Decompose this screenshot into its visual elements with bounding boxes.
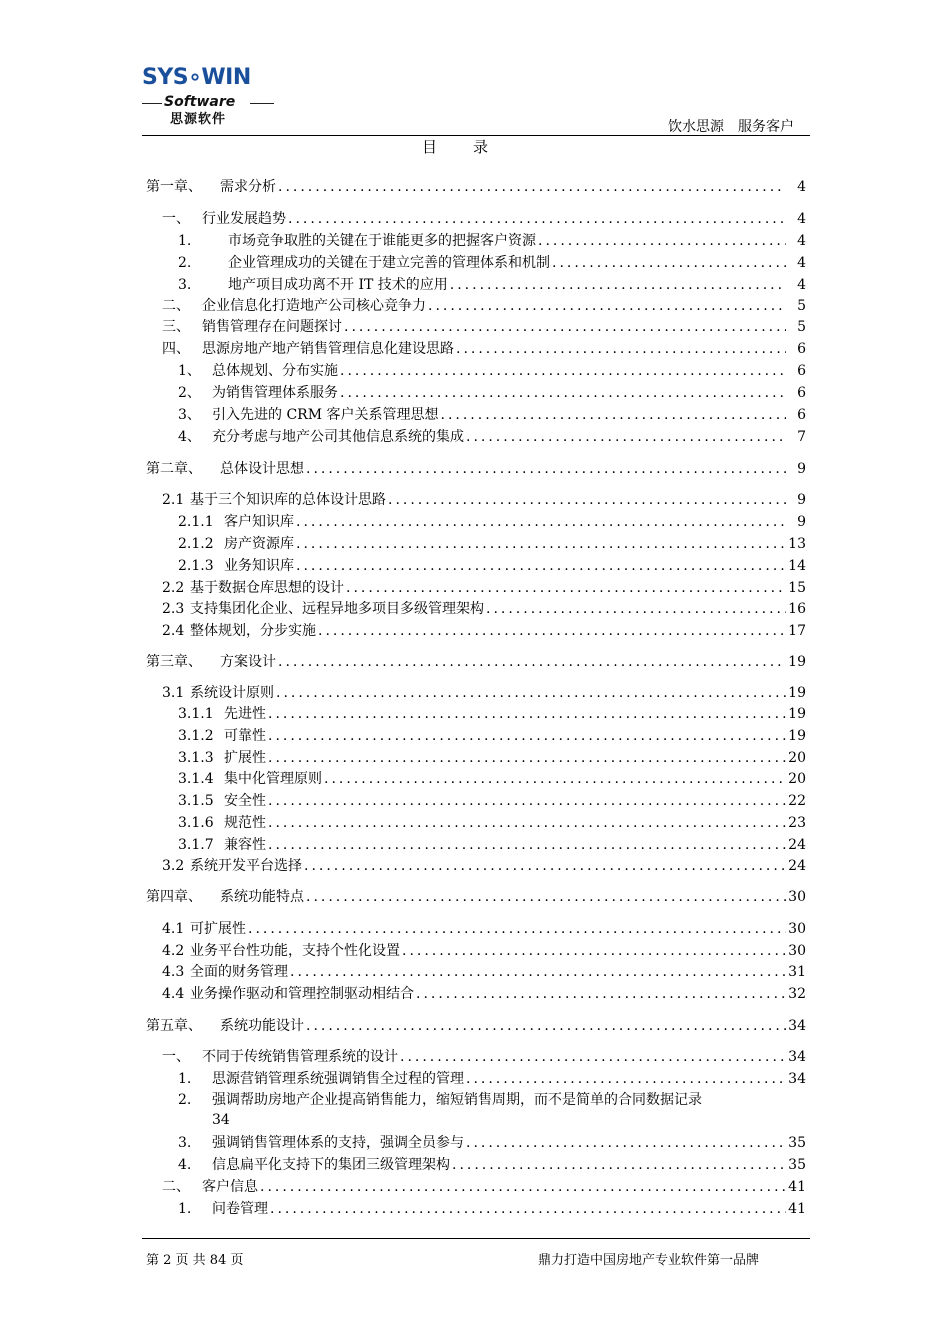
toc-entry[interactable] <box>178 513 806 531</box>
toc-leader-dots <box>552 254 786 272</box>
toc-entry-number: 四、 <box>162 341 190 357</box>
toc-entry-number: 3.1.1 <box>178 706 214 722</box>
toc-leader-dots <box>388 491 786 509</box>
toc-entry-page: 4 <box>797 255 806 271</box>
toc-entry-page: 6 <box>797 385 806 401</box>
toc-entry-title: 系统功能特点 <box>220 889 304 905</box>
toc-entry[interactable] <box>162 684 806 702</box>
toc-leader-dots <box>466 1134 786 1152</box>
toc-leader-dots <box>466 1070 786 1088</box>
toc-entry-number: 1. <box>178 233 192 249</box>
toc-entry[interactable] <box>178 705 806 723</box>
toc-leader-dots <box>306 460 786 478</box>
toc-entry-title: 房产资源库 <box>224 536 294 552</box>
toc-leader-dots <box>288 210 786 228</box>
toc-leader-dots <box>290 963 786 981</box>
toc-entry[interactable] <box>146 653 806 671</box>
toc-entry[interactable] <box>178 276 806 294</box>
toc-entry[interactable] <box>178 254 806 272</box>
toc-entry-number: 第一章、 <box>146 179 202 195</box>
logo-rule-right <box>250 103 274 104</box>
toc-entry-page: 6 <box>797 407 806 423</box>
toc-entry-page: 19 <box>788 728 806 744</box>
toc-leader-dots <box>278 653 786 671</box>
toc-entry-number: 4.3 <box>162 964 185 980</box>
toc-entry-page: 19 <box>788 685 806 701</box>
toc-entry[interactable] <box>178 1200 806 1218</box>
toc-entry-page: 16 <box>788 601 806 617</box>
toc-entry[interactable] <box>178 406 806 424</box>
toc-entry-page: 9 <box>797 514 806 530</box>
toc-entry-number: 第五章、 <box>146 1018 202 1034</box>
toc-entry-page: 15 <box>788 580 806 596</box>
toc-entry-number: 二、 <box>162 298 190 314</box>
toc-entry[interactable] <box>162 920 806 938</box>
toc-entry-title: 思源房地产地产销售管理信息化建设思路 <box>202 341 454 357</box>
toc-entry-number: 3. <box>178 277 192 293</box>
toc-entry-title: 先进性 <box>224 706 266 722</box>
logo-wordmark: SYS∘WIN <box>142 65 251 90</box>
toc-entry-page: 4 <box>797 179 806 195</box>
toc-entry-title: 总体设计思想 <box>220 461 304 477</box>
toc-entry[interactable] <box>146 178 806 196</box>
logo-software-text: Software <box>164 94 236 110</box>
toc-entry[interactable] <box>178 1134 806 1152</box>
toc-entry-page: 9 <box>797 461 806 477</box>
toc-leader-dots <box>296 513 786 531</box>
toc-entry-number: 2.1 <box>162 492 185 508</box>
toc-entry-number: 3. <box>178 1135 192 1151</box>
toc-entry-title: 客户信息 <box>202 1179 258 1195</box>
toc-leader-dots <box>456 340 786 358</box>
toc-entry[interactable] <box>146 460 806 478</box>
toc-entry-page: 4 <box>797 233 806 249</box>
toc-entry[interactable] <box>162 600 806 618</box>
toc-entry-number: 3.1 <box>162 685 185 701</box>
toc-leader-dots <box>416 985 786 1003</box>
toc-entry-number: 2.3 <box>162 601 185 617</box>
toc-entry[interactable] <box>162 857 806 875</box>
toc-entry-page: 32 <box>788 986 806 1002</box>
toc-entry-number: 2.1.2 <box>178 536 214 552</box>
toc-entry-number: 1. <box>178 1201 192 1217</box>
toc-entry[interactable] <box>146 888 806 906</box>
toc-entry-page: 14 <box>788 558 806 574</box>
toc-entry-title: 企业信息化打造地产公司核心竞争力 <box>202 298 426 314</box>
toc-leader-dots <box>248 920 786 938</box>
header-slogan: 饮水思源 服务客户 <box>668 119 794 135</box>
toc-entry-page: 9 <box>797 492 806 508</box>
toc-entry-page: 34 <box>788 1018 806 1034</box>
toc-entry-page: 13 <box>788 536 806 552</box>
toc-leader-dots <box>304 857 786 875</box>
toc-entry-number: 4.1 <box>162 921 185 937</box>
logo-chinese-text: 思源软件 <box>170 112 227 127</box>
toc-leader-dots <box>296 557 786 575</box>
toc-leader-dots <box>346 579 786 597</box>
toc-entry-number: 3.1.5 <box>178 793 214 809</box>
toc-entry-page: 24 <box>788 837 806 853</box>
toc-entry-number: 第四章、 <box>146 889 202 905</box>
toc-leader-dots <box>402 942 786 960</box>
toc-entry-number: 2.2 <box>162 580 185 596</box>
toc-entry-number: 第二章、 <box>146 461 202 477</box>
toc-entry-number: 一、 <box>162 211 190 227</box>
toc-entry-title: 强调销售管理体系的支持，强调全员参与 <box>212 1135 464 1151</box>
toc-entry-title: 可靠性 <box>224 728 266 744</box>
toc-entry-number: 2. <box>178 1092 192 1108</box>
toc-entry-title: 基于数据仓库思想的设计 <box>190 580 344 596</box>
toc-leader-dots <box>340 384 786 402</box>
toc-entry-number: 2、 <box>178 385 201 401</box>
toc-entry-page: 20 <box>788 750 806 766</box>
toc-entry-title: 问卷管理 <box>212 1201 268 1217</box>
toc-entry-number: 2.4 <box>162 623 185 639</box>
toc-entry[interactable] <box>178 836 806 854</box>
toc-entry-title: 业务知识库 <box>224 558 294 574</box>
toc-entry-page: 31 <box>788 964 806 980</box>
toc-entry-number: 4、 <box>178 429 201 445</box>
toc-entry-page: 41 <box>788 1179 806 1195</box>
toc-entry-title: 整体规划，分步实施 <box>190 623 316 639</box>
toc-entry[interactable] <box>162 963 806 981</box>
toc-entry[interactable] <box>162 1178 806 1196</box>
toc-entry-title: 兼容性 <box>224 837 266 853</box>
toc-entry[interactable] <box>178 770 806 788</box>
toc-entry[interactable] <box>178 749 806 767</box>
toc-entry[interactable] <box>162 318 806 336</box>
toc-entry-number: 3.1.7 <box>178 837 214 853</box>
toc-entry-title: 市场竞争取胜的关键在于谁能更多的把握客户资源 <box>228 233 536 249</box>
toc-entry-page: 5 <box>797 319 806 335</box>
toc-leader-dots <box>260 1178 786 1196</box>
toc-entry-page: 22 <box>788 793 806 809</box>
toc-entry-title: 系统设计原则 <box>190 685 274 701</box>
toc-entry-title: 可扩展性 <box>190 921 246 937</box>
footer-page-info: 第 2 页 共 84 页 <box>146 1253 244 1268</box>
toc-entry-number: 第三章、 <box>146 654 202 670</box>
toc-entry[interactable] <box>178 232 806 250</box>
toc-entry-title: 引入先进的 CRM 客户关系管理思想 <box>212 407 439 423</box>
toc-entry-page: 35 <box>788 1135 806 1151</box>
toc-entry[interactable] <box>178 1156 806 1174</box>
toc-entry[interactable] <box>162 579 806 597</box>
toc-entry-number: 2. <box>178 255 192 271</box>
toc-entry[interactable] <box>162 942 806 960</box>
toc-entry-number: 3.1.4 <box>178 771 214 787</box>
toc-entry[interactable] <box>178 384 806 402</box>
toc-entry-title: 销售管理存在问题探讨 <box>202 319 342 335</box>
toc-entry-title: 扩展性 <box>224 750 266 766</box>
toc-leader-dots <box>324 770 786 788</box>
toc-entry-number: 一、 <box>162 1049 190 1065</box>
toc-title: 目录 <box>422 138 525 156</box>
toc-entry-page: 34 <box>212 1112 230 1128</box>
toc-entry-title: 充分考虑与地产公司其他信息系统的集成 <box>212 429 464 445</box>
toc-entry-title: 不同于传统销售管理系统的设计 <box>202 1049 398 1065</box>
toc-entry[interactable] <box>146 1017 806 1035</box>
toc-leader-dots <box>268 705 786 723</box>
toc-leader-dots <box>318 622 786 640</box>
toc-entry[interactable] <box>162 1048 806 1066</box>
toc-entry[interactable] <box>178 1090 702 1130</box>
toc-entry-number: 4. <box>178 1157 192 1173</box>
toc-entry-title: 系统开发平台选择 <box>190 858 302 874</box>
toc-entry-page: 19 <box>788 654 806 670</box>
toc-entry-title: 系统功能设计 <box>220 1018 304 1034</box>
toc-entry-number: 2.1.3 <box>178 558 214 574</box>
toc-entry-title: 规范性 <box>224 815 266 831</box>
toc-entry-number: 2.1.1 <box>178 514 214 530</box>
toc-entry[interactable] <box>178 362 806 380</box>
footer-rule <box>142 1238 810 1239</box>
toc-entry[interactable] <box>162 491 806 509</box>
toc-entry-number: 4.2 <box>162 943 185 959</box>
toc-entry-title: 行业发展趋势 <box>202 211 286 227</box>
toc-leader-dots <box>268 814 786 832</box>
toc-entry-title: 基于三个知识库的总体设计思路 <box>190 492 386 508</box>
toc-leader-dots <box>486 600 786 618</box>
toc-entry[interactable] <box>178 814 806 832</box>
toc-leader-dots <box>268 727 786 745</box>
toc-entry-number: 3.1.6 <box>178 815 214 831</box>
toc-entry[interactable] <box>162 985 806 1003</box>
toc-entry-number: 二、 <box>162 1179 190 1195</box>
toc-entry-title: 业务操作驱动和管理控制驱动相结合 <box>190 986 414 1002</box>
toc-leader-dots <box>278 178 786 196</box>
toc-leader-dots <box>268 749 786 767</box>
toc-leader-dots <box>428 297 786 315</box>
toc-entry-page: 34 <box>788 1071 806 1087</box>
toc-leader-dots <box>276 684 786 702</box>
footer-brand: 鼎力打造中国房地产专业软件第一品牌 <box>538 1253 760 1268</box>
toc-entry-title: 业务平台性功能，支持个性化设置 <box>190 943 400 959</box>
toc-entry[interactable] <box>178 1070 806 1088</box>
toc-entry-title: 集中化管理原则 <box>224 771 322 787</box>
toc-entry-page: 6 <box>797 363 806 379</box>
toc-leader-dots <box>452 1156 786 1174</box>
toc-entry-number: 三、 <box>162 319 190 335</box>
toc-entry-title: 方案设计 <box>220 654 276 670</box>
toc-entry-page: 41 <box>788 1201 806 1217</box>
toc-entry-page: 4 <box>797 277 806 293</box>
company-logo <box>142 66 276 128</box>
toc-entry-page: 4 <box>797 211 806 227</box>
toc-entry[interactable] <box>178 792 806 810</box>
toc-entry-title: 需求分析 <box>220 179 276 195</box>
toc-entry-number: 1、 <box>178 363 201 379</box>
toc-entry[interactable] <box>178 557 806 575</box>
toc-entry-number: 3.1.2 <box>178 728 214 744</box>
toc-entry-title: 强调帮助房地产企业提高销售能力，缩短销售周期，而不是简单的合同数据记录 <box>212 1092 702 1108</box>
toc-entry-title: 信息扁平化支持下的集团三级管理架构 <box>212 1157 450 1173</box>
toc-entry-page: 17 <box>788 623 806 639</box>
toc-entry-page: 19 <box>788 706 806 722</box>
toc-entry-title: 全面的财务管理 <box>190 964 288 980</box>
toc-entry-title: 思源营销管理系统强调销售全过程的管理 <box>212 1071 464 1087</box>
toc-leader-dots <box>306 1017 786 1035</box>
toc-leader-dots <box>450 276 786 294</box>
toc-entry-number: 3.1.3 <box>178 750 214 766</box>
logo-rule-left <box>142 103 162 104</box>
toc-leader-dots <box>344 318 786 336</box>
toc-entry-title: 客户知识库 <box>224 514 294 530</box>
toc-entry-number: 3.2 <box>162 858 185 874</box>
toc-leader-dots <box>268 836 786 854</box>
toc-entry-page: 20 <box>788 771 806 787</box>
toc-leader-dots <box>400 1048 786 1066</box>
toc-leader-dots <box>340 362 786 380</box>
toc-entry[interactable] <box>178 727 806 745</box>
toc-entry-title: 为销售管理体系服务 <box>212 385 338 401</box>
toc-entry-title: 安全性 <box>224 793 266 809</box>
toc-entry-title: 地产项目成功离不开 IT 技术的应用 <box>228 277 448 293</box>
toc-entry-number: 3、 <box>178 407 201 423</box>
toc-leader-dots <box>441 406 787 424</box>
toc-leader-dots <box>296 535 786 553</box>
toc-entry[interactable] <box>178 428 806 446</box>
toc-entry[interactable] <box>162 210 806 228</box>
toc-entry[interactable] <box>162 340 806 358</box>
toc-entry-number: 1. <box>178 1071 192 1087</box>
toc-entry-page: 6 <box>797 341 806 357</box>
toc-entry-page: 30 <box>788 921 806 937</box>
toc-entry-page: 34 <box>788 1049 806 1065</box>
toc-leader-dots <box>268 792 786 810</box>
toc-leader-dots <box>270 1200 786 1218</box>
toc-entry-page: 30 <box>788 943 806 959</box>
toc-entry-number: 4.4 <box>162 986 185 1002</box>
toc-entry-page: 23 <box>788 815 806 831</box>
toc-entry-title: 企业管理成功的关键在于建立完善的管理体系和机制 <box>228 255 550 271</box>
toc-entry-page: 35 <box>788 1157 806 1173</box>
toc-entry[interactable] <box>162 297 806 315</box>
toc-entry-page: 7 <box>797 429 806 445</box>
toc-entry[interactable] <box>178 535 806 553</box>
toc-entry-title: 支持集团化企业、远程异地多项目多级管理架构 <box>190 601 484 617</box>
toc-leader-dots <box>306 888 786 906</box>
toc-leader-dots <box>538 232 786 250</box>
toc-leader-dots <box>466 428 786 446</box>
toc-entry-page: 30 <box>788 889 806 905</box>
toc-entry-title: 总体规划、分布实施 <box>212 363 338 379</box>
toc-entry[interactable] <box>162 622 806 640</box>
toc-entry-page: 24 <box>788 858 806 874</box>
toc-entry-page: 5 <box>797 298 806 314</box>
